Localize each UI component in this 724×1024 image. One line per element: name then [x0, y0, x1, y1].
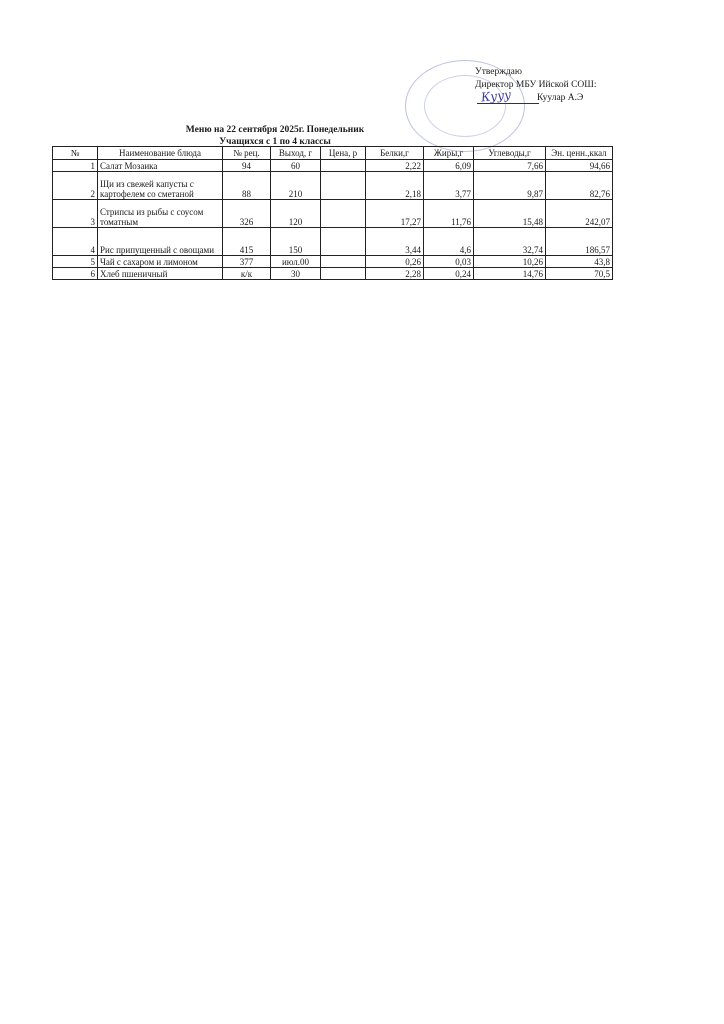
protein: 3,44	[366, 228, 424, 256]
dish-name: Хлеб пшеничный	[98, 268, 223, 280]
recipe-number: к/к	[223, 268, 271, 280]
table-row	[53, 228, 613, 256]
energy: 186,57	[546, 228, 613, 256]
price	[321, 268, 366, 280]
recipe-number: 377	[223, 256, 271, 268]
menu-title: Меню на 22 сентября 2025г. Понедельник	[185, 125, 365, 135]
table-row	[53, 200, 613, 228]
col-header-dish: Наименование блюда	[98, 147, 223, 160]
output-grams: 30	[271, 268, 321, 280]
recipe-number: 88	[223, 172, 271, 200]
table-row	[53, 268, 613, 280]
price	[321, 228, 366, 256]
approval-block	[475, 66, 675, 106]
approval-director: Директор МБУ Ийской СОШ:	[475, 80, 597, 90]
fat: 11,76	[424, 200, 474, 228]
row-number: 1	[53, 160, 98, 172]
recipe-number: 326	[223, 200, 271, 228]
energy: 94,66	[546, 160, 613, 172]
col-header-protein: Белки,г	[366, 147, 424, 160]
row-number: 4	[53, 228, 98, 256]
carbs: 10,26	[474, 256, 546, 268]
energy: 70,5	[546, 268, 613, 280]
carbs: 7,66	[474, 160, 546, 172]
dish-name: Чай с сахаром и лимоном	[98, 256, 223, 268]
output-grams: 150	[271, 228, 321, 256]
price	[321, 172, 366, 200]
table-row	[53, 160, 613, 172]
fat: 4,6	[424, 228, 474, 256]
carbs: 15,48	[474, 200, 546, 228]
row-number: 6	[53, 268, 98, 280]
dish-name: Стрипсы из рыбы с соусом томатным	[98, 200, 223, 228]
protein: 0,26	[366, 256, 424, 268]
output-grams: 120	[271, 200, 321, 228]
energy: 43,8	[546, 256, 613, 268]
fat: 0,03	[424, 256, 474, 268]
row-number: 3	[53, 200, 98, 228]
row-number: 2	[53, 172, 98, 200]
col-header-recipe: № рец.	[223, 147, 271, 160]
price	[321, 200, 366, 228]
table-row	[53, 256, 613, 268]
fat: 3,77	[424, 172, 474, 200]
table-row	[53, 172, 613, 200]
energy: 242,07	[546, 200, 613, 228]
col-header-carbs: Углеводы,г	[474, 147, 546, 160]
menu-subtitle: Учащихся с 1 по 4 классы	[219, 137, 331, 147]
protein: 2,28	[366, 268, 424, 280]
col-header-energy: Эн. ценн.,ккал	[546, 147, 613, 160]
carbs: 32,74	[474, 228, 546, 256]
dish-name: Салат Мозаика	[98, 160, 223, 172]
col-header-fat: Жиры,г	[424, 147, 474, 160]
menu-table	[52, 146, 613, 280]
signature: Кууу	[480, 87, 512, 105]
protein: 17,27	[366, 200, 424, 228]
signature-underline	[477, 103, 539, 104]
signature-row	[475, 87, 675, 106]
col-header-number: №	[53, 147, 98, 160]
fat: 6,09	[424, 160, 474, 172]
col-header-output: Выход, г	[271, 147, 321, 160]
recipe-number: 94	[223, 160, 271, 172]
row-number: 5	[53, 256, 98, 268]
dish-name: Рис припущенный с овощами	[98, 228, 223, 256]
protein: 2,22	[366, 160, 424, 172]
dish-name: Щи из свежей капусты с картофелем со сметаной	[98, 172, 223, 200]
carbs: 14,76	[474, 268, 546, 280]
output-grams: 210	[271, 172, 321, 200]
protein: 2,18	[366, 172, 424, 200]
recipe-number: 415	[223, 228, 271, 256]
price	[321, 256, 366, 268]
price	[321, 160, 366, 172]
col-header-price: Цена, р	[321, 147, 366, 160]
approval-heading: Утверждаю	[475, 67, 522, 77]
table-header-row	[53, 147, 613, 160]
energy: 82,76	[546, 172, 613, 200]
fat: 0,24	[424, 268, 474, 280]
carbs: 9,87	[474, 172, 546, 200]
director-name: Куулар А.Э	[537, 93, 584, 103]
output-grams: июл.00	[271, 256, 321, 268]
output-grams: 60	[271, 160, 321, 172]
